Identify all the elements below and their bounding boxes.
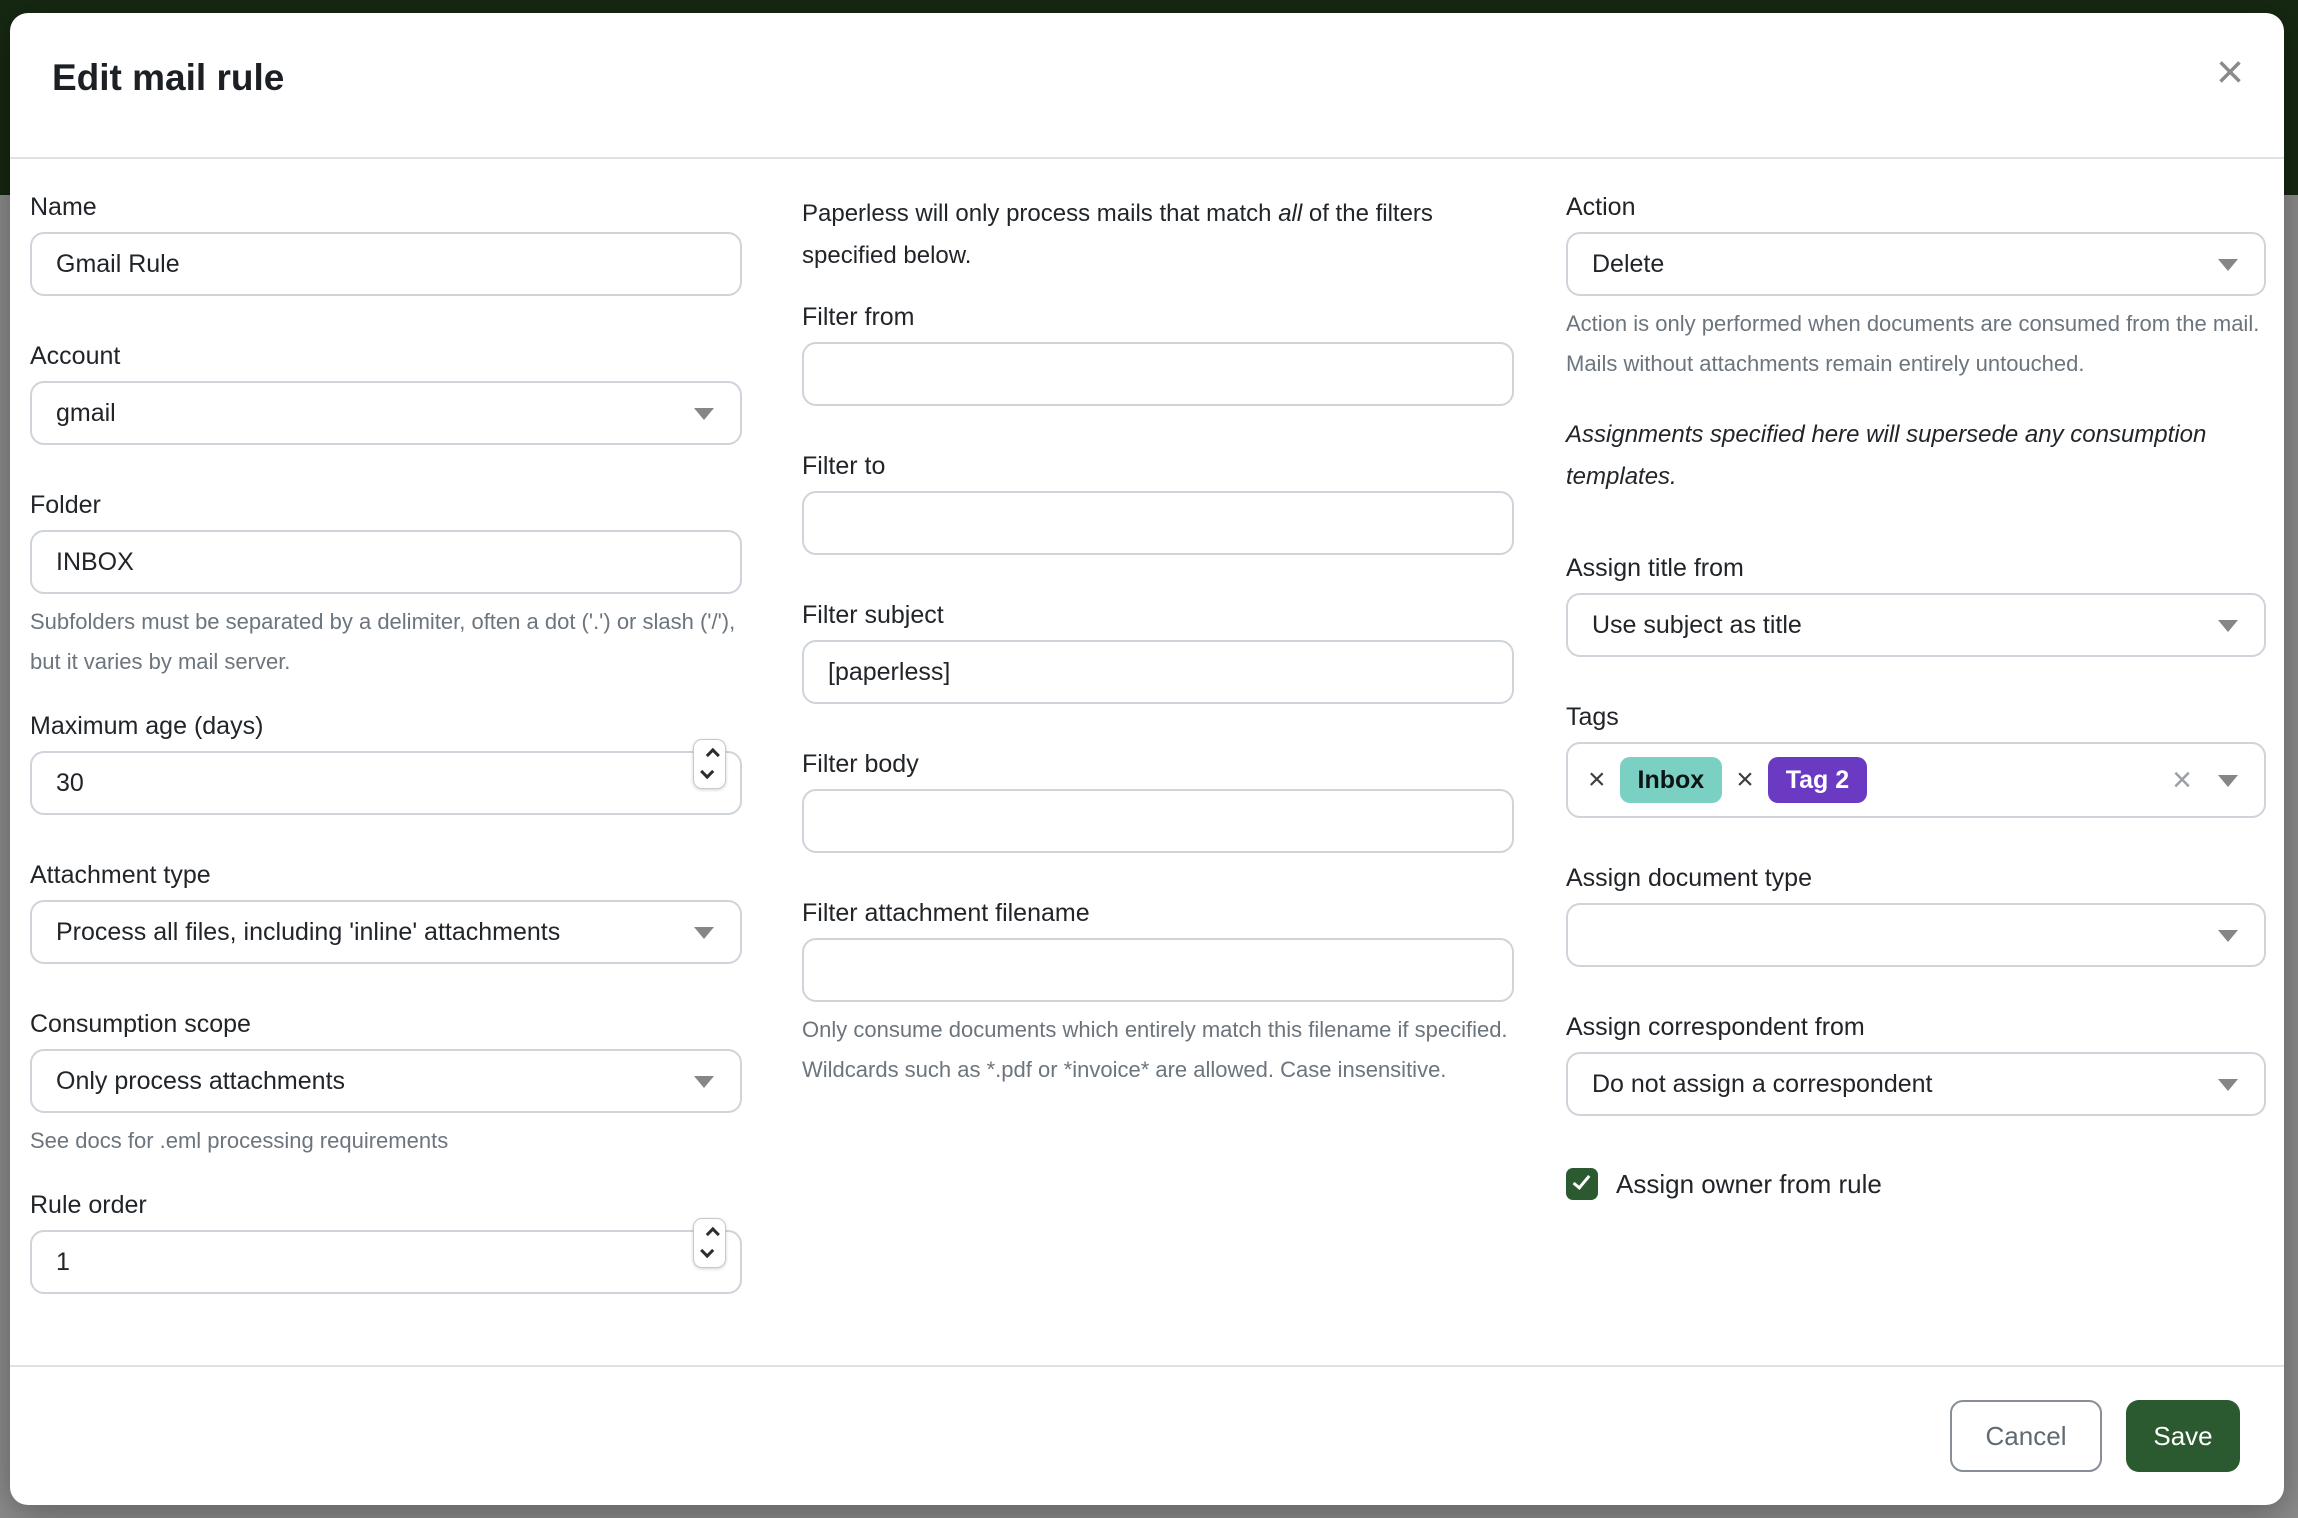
field-filter-to xyxy=(802,452,1514,555)
filter-from-label: Filter from xyxy=(802,303,915,331)
tag-chip-tag2[interactable]: Tag 2 xyxy=(1768,757,1867,803)
assign-correspondent-select[interactable] xyxy=(1566,1052,2266,1116)
dialog-title: Edit mail rule xyxy=(52,57,285,98)
max-age-label: Maximum age (days) xyxy=(30,712,264,740)
tags-select[interactable] xyxy=(1566,742,2266,818)
chevron-down-icon xyxy=(694,1076,714,1088)
folder-label: Folder xyxy=(30,491,101,519)
field-filter-from xyxy=(802,303,1514,406)
chevron-down-icon xyxy=(694,408,714,420)
tag-remove-icon[interactable]: × xyxy=(1736,763,1754,796)
filter-subject-input[interactable] xyxy=(802,640,1514,704)
assign-title-select[interactable] xyxy=(1566,593,2266,657)
field-assign-doctype xyxy=(1566,864,2266,967)
folder-help-text: Subfolders must be separated by a delimiter, often a dot ('.') or slash ('/'), but it varies by mail server. xyxy=(30,609,736,674)
account-value: gmail xyxy=(56,398,116,427)
attachment-type-value: Process all files, including 'inline' attachments xyxy=(56,917,561,946)
tag-remove-icon[interactable]: × xyxy=(1588,763,1606,796)
chevron-up-icon xyxy=(705,1227,719,1241)
field-account xyxy=(30,342,742,445)
filter-body-input[interactable] xyxy=(802,789,1514,853)
field-rule-order xyxy=(30,1191,742,1294)
check-icon xyxy=(1573,1171,1591,1190)
filename-help-text: Only consume documents which entirely match this filename if specified. Wildcards such as *.pdf or *invoice* are allowed. Case insensitive. xyxy=(802,1017,1508,1082)
attachment-type-select[interactable] xyxy=(30,900,742,964)
number-stepper[interactable] xyxy=(693,1218,726,1268)
account-select[interactable] xyxy=(30,381,742,445)
filters-intro-text xyxy=(802,193,1514,277)
filter-filename-label: Filter attachment filename xyxy=(802,899,1090,927)
chevron-down-icon xyxy=(2218,620,2238,632)
field-name xyxy=(30,193,742,296)
rule-order-input[interactable] xyxy=(30,1230,742,1294)
consumption-help-text: See docs for .eml processing requirements xyxy=(30,1128,449,1153)
intro-suffix: of the filters specified below. xyxy=(802,200,1433,269)
max-age-input[interactable] xyxy=(30,751,742,815)
field-assign-owner xyxy=(1566,1168,2266,1200)
consumption-scope-select[interactable] xyxy=(30,1049,742,1113)
action-value: Delete xyxy=(1592,249,1665,278)
action-select[interactable] xyxy=(1566,232,2266,296)
field-tags xyxy=(1566,703,2266,818)
assignments-note: Assignments specified here will supersede any consumption templates. xyxy=(1566,421,2207,490)
cancel-button[interactable]: Cancel xyxy=(1950,1400,2102,1472)
filter-from-input[interactable] xyxy=(802,342,1514,406)
assign-title-value: Use subject as title xyxy=(1592,610,1802,639)
column-filters xyxy=(802,193,1514,1365)
save-button[interactable]: Save xyxy=(2126,1400,2240,1472)
consumption-scope-label: Consumption scope xyxy=(30,1010,251,1038)
field-attachment-type xyxy=(30,861,742,964)
dialog-footer xyxy=(10,1365,2284,1505)
filter-filename-input[interactable] xyxy=(802,938,1514,1002)
chevron-down-icon xyxy=(700,765,714,779)
dialog-body xyxy=(10,159,2284,1365)
assign-owner-checkbox[interactable] xyxy=(1566,1168,1598,1200)
name-input[interactable] xyxy=(30,232,742,296)
clear-tags-icon[interactable]: × xyxy=(2172,761,2192,799)
field-filter-body xyxy=(802,750,1514,853)
number-stepper[interactable] xyxy=(693,739,726,789)
assign-owner-label: Assign owner from rule xyxy=(1616,1168,1882,1199)
chevron-down-icon xyxy=(2218,259,2238,271)
filter-body-label: Filter body xyxy=(802,750,919,778)
edit-mail-rule-dialog xyxy=(10,13,2284,1505)
chevron-down-icon xyxy=(700,1244,714,1258)
chevron-down-icon xyxy=(694,927,714,939)
field-max-age xyxy=(30,712,742,815)
assign-title-label: Assign title from xyxy=(1566,554,1744,582)
action-label: Action xyxy=(1566,193,1636,221)
account-label: Account xyxy=(30,342,121,370)
column-general xyxy=(30,193,742,1365)
close-icon[interactable]: × xyxy=(2215,46,2244,99)
assign-correspondent-label: Assign correspondent from xyxy=(1566,1013,1865,1041)
field-folder xyxy=(30,491,742,682)
attachment-type-label: Attachment type xyxy=(30,861,211,889)
chevron-down-icon xyxy=(2218,775,2238,787)
filter-to-label: Filter to xyxy=(802,452,886,480)
dialog-header xyxy=(10,13,2284,159)
tag-chip-inbox[interactable]: Inbox xyxy=(1620,757,1723,803)
action-help-text: Action is only performed when documents are consumed from the mail. Mails without attachments remain entirely untouched. xyxy=(1566,311,2260,376)
intro-prefix: Paperless will only process mails that match xyxy=(802,200,1279,227)
tags-label: Tags xyxy=(1566,703,1619,731)
field-consumption-scope xyxy=(30,1010,742,1161)
folder-input[interactable] xyxy=(30,530,742,594)
field-filter-filename xyxy=(802,899,1514,1090)
field-assign-title xyxy=(1566,554,2266,657)
consumption-scope-value: Only process attachments xyxy=(56,1066,346,1095)
chevron-up-icon xyxy=(705,748,719,762)
field-assign-correspondent xyxy=(1566,1013,2266,1116)
chevron-down-icon xyxy=(2218,1079,2238,1091)
filter-to-input[interactable] xyxy=(802,491,1514,555)
column-actions xyxy=(1566,193,2266,1365)
assign-doctype-label: Assign document type xyxy=(1566,864,1812,892)
field-filter-subject xyxy=(802,601,1514,704)
name-label: Name xyxy=(30,193,97,221)
rule-order-label: Rule order xyxy=(30,1191,147,1219)
assign-doctype-select[interactable] xyxy=(1566,903,2266,967)
filter-subject-label: Filter subject xyxy=(802,601,944,629)
field-action xyxy=(1566,193,2266,384)
chevron-down-icon xyxy=(2218,930,2238,942)
intro-italic: all xyxy=(1278,200,1303,227)
assign-correspondent-value: Do not assign a correspondent xyxy=(1592,1069,1933,1098)
